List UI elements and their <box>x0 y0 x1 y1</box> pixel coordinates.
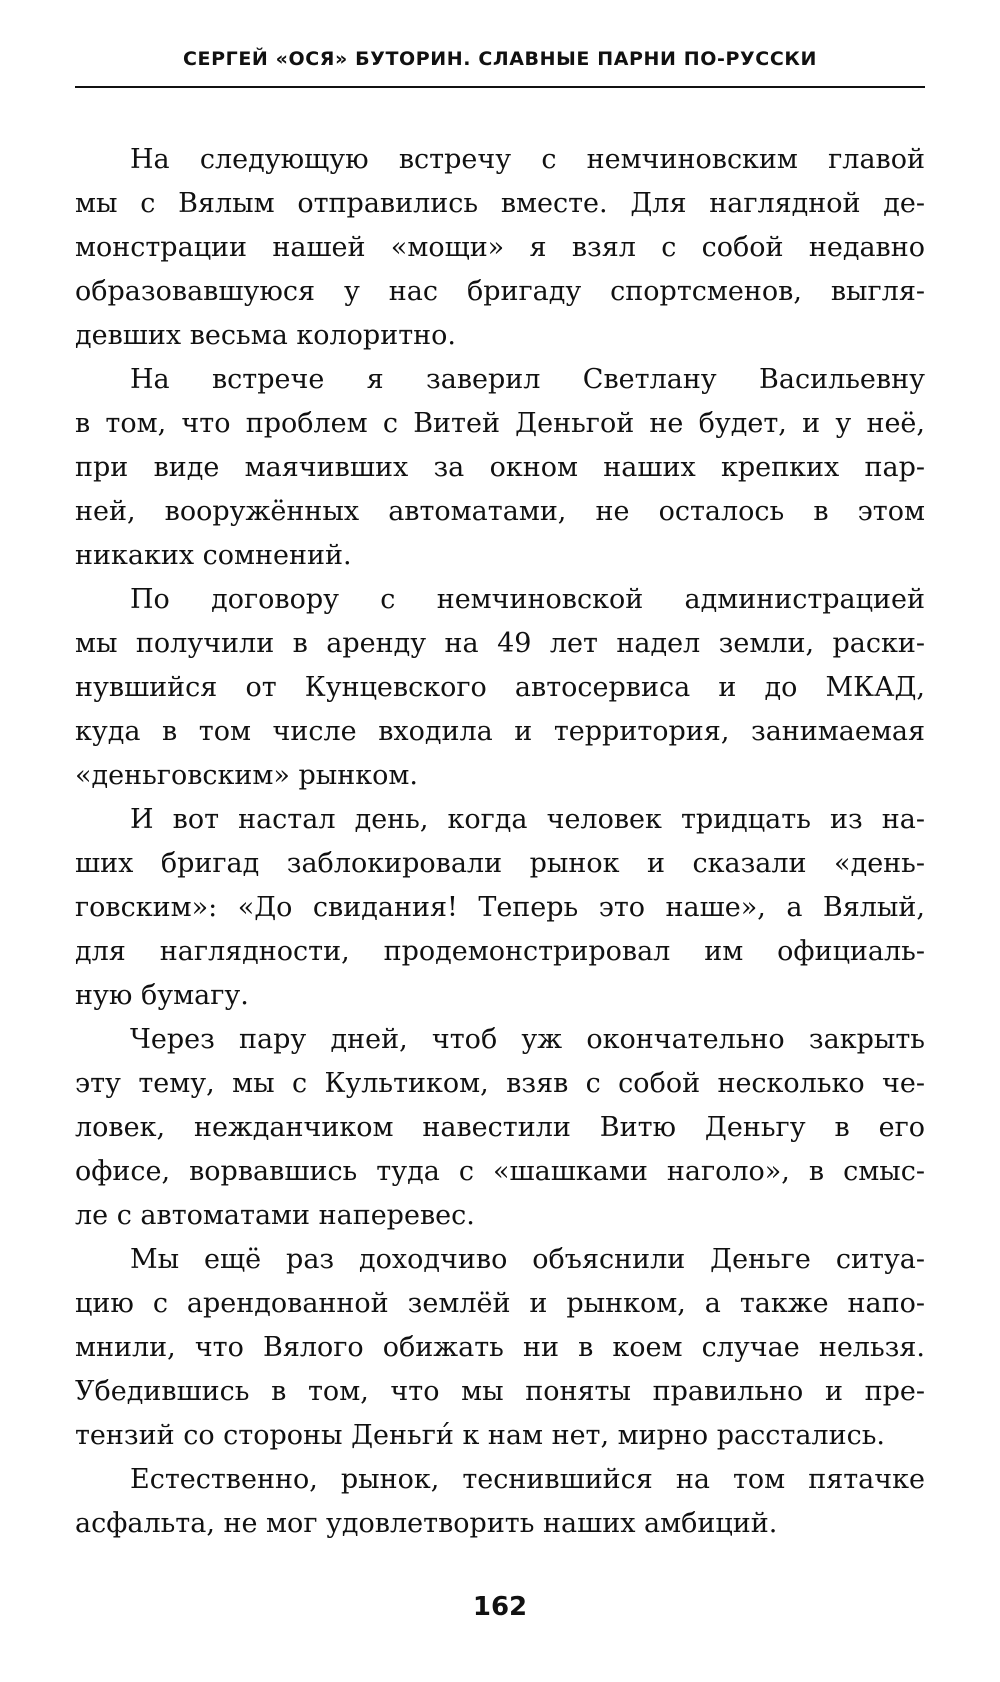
text-line: говским»: «До свидания! Теперь это наше», а Вялый, <box>75 892 925 923</box>
text-line: при виде маячивших за окном наших крепких пар- <box>75 452 925 483</box>
body-text <box>75 138 925 1546</box>
text-line: девших весьма колоритно. <box>75 320 456 351</box>
text-line: И вот настал день, когда человек тридцать из на- <box>130 804 925 835</box>
page-number: 162 <box>472 1592 528 1622</box>
text-line: образовавшуюся у нас бригаду спортсменов, выгля- <box>75 276 925 307</box>
text-line: ней, вооружённых автоматами, не осталось в этом <box>75 496 925 527</box>
text-line: Мы ещё раз доходчиво объяснили Деньге ситуа- <box>130 1244 925 1275</box>
text-line: Через пару дней, чтоб уж окончательно закрыть <box>130 1024 925 1055</box>
text-line: мнили, что Вялого обижать ни в коем случае нельзя. <box>75 1332 925 1363</box>
text-line: По договору с немчиновской администрацией <box>130 584 925 615</box>
header-rule <box>75 86 925 88</box>
text-line: тензий со стороны Деньги́ к нам нет, мирно расстались. <box>75 1420 885 1451</box>
text-line: ную бумагу. <box>75 980 249 1011</box>
text-line: На встрече я заверил Светлану Васильевну <box>130 364 925 395</box>
text-line: мы получили в аренду на 49 лет надел земли, раски- <box>75 628 925 659</box>
text-line: ловек, нежданчиком навестили Витю Деньгу в его <box>75 1112 925 1143</box>
text-line: ших бригад заблокировали рынок и сказали «день- <box>75 848 925 879</box>
text-line: для наглядности, продемонстрировал им официаль- <box>75 936 925 967</box>
text-line: монстрации нашей «мощи» я взял с собой недавно <box>75 232 925 263</box>
text-line: На следующую встречу с немчиновским главой <box>130 144 925 175</box>
running-header: СЕРГЕЙ «ОСЯ» БУТОРИН. СЛАВНЫЕ ПАРНИ ПО-РУССКИ <box>182 48 818 70</box>
text-line: Естественно, рынок, теснившийся на том пятачке <box>130 1464 925 1495</box>
text-line: офисе, ворвавшись туда с «шашками наголо», в смыс- <box>75 1156 925 1187</box>
text-line: ле с автоматами наперевес. <box>75 1200 475 1231</box>
text-line: в том, что проблем с Витей Деньгой не будет, и у неё, <box>75 408 925 439</box>
text-line: асфальта, не мог удовлетворить наших амбиций. <box>75 1508 778 1539</box>
text-line: цию с арендованной землёй и рынком, а также напо- <box>75 1288 925 1319</box>
text-line: никаких сомнений. <box>75 540 352 571</box>
text-line: Убедившись в том, что мы поняты правильно и пре- <box>75 1376 925 1407</box>
text-line: нувшийся от Кунцевского автосервиса и до МКАД, <box>75 672 925 703</box>
text-line: эту тему, мы с Культиком, взяв с собой несколько че- <box>75 1068 925 1099</box>
text-line: «деньговским» рынком. <box>75 760 418 791</box>
text-line: мы с Вялым отправились вместе. Для наглядной де- <box>75 188 925 219</box>
text-line: куда в том числе входила и территория, занимаемая <box>75 716 925 747</box>
